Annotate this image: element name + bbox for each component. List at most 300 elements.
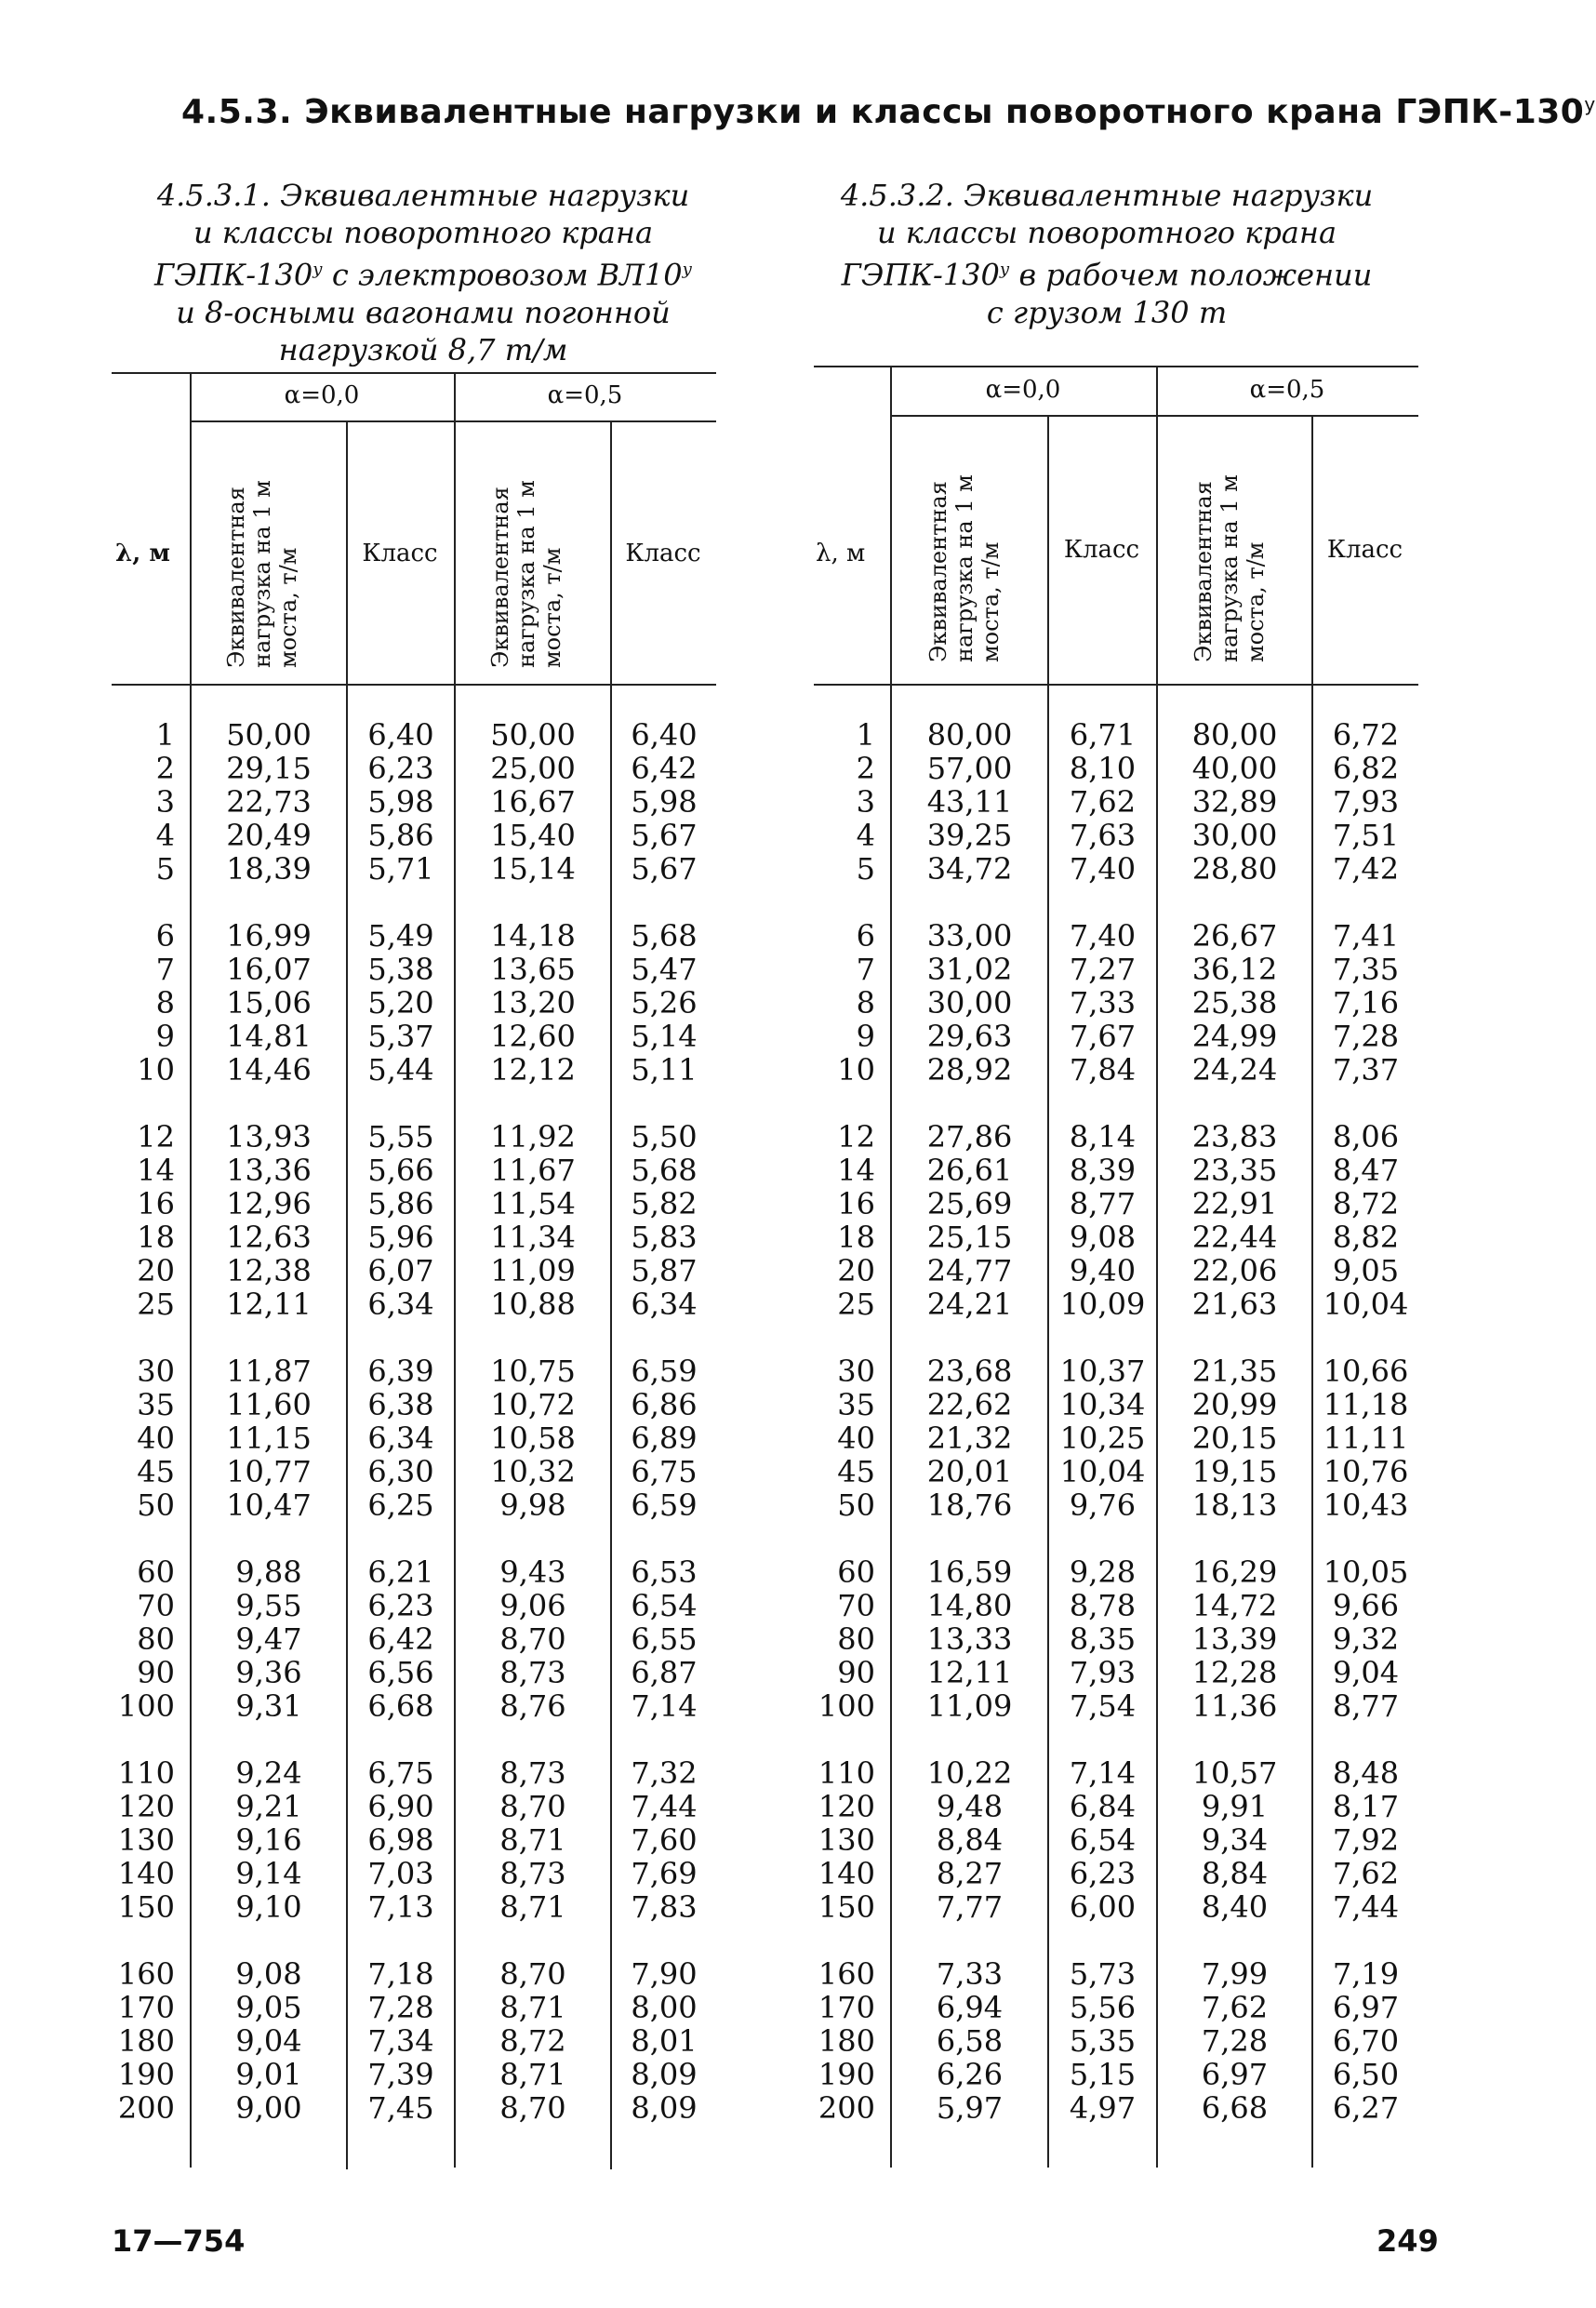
table-cell: 140 — [117, 1856, 175, 1891]
table-cell: 40 — [837, 1421, 875, 1456]
table-cell: 29,15 — [226, 751, 312, 786]
table-cell: 11,54 — [490, 1186, 576, 1221]
table-cell: 45 — [837, 1454, 875, 1489]
table-cell: 8 — [856, 985, 875, 1021]
table-cell: 7,35 — [1332, 952, 1400, 987]
table1-class-a0-column — [348, 718, 454, 2125]
group-gap — [1158, 1522, 1311, 1555]
table-cell: 10,37 — [1059, 1354, 1146, 1389]
table-cell: 1 — [856, 717, 875, 753]
table1-load-header-a05: Эквивалентная нагрузка на 1 м моста, т/м — [487, 480, 565, 668]
table-cell: 7,44 — [1332, 1889, 1400, 1925]
table-cell: 8,09 — [631, 2090, 698, 2126]
table-cell: 8,70 — [499, 2090, 566, 2126]
table-cell: 6,87 — [631, 1655, 698, 1690]
table-cell: 5,98 — [367, 784, 434, 820]
table-cell: 35 — [837, 1387, 875, 1422]
table-cell: 6,55 — [631, 1621, 698, 1657]
group-gap — [1049, 1522, 1156, 1555]
table-cell: 16 — [837, 1186, 875, 1221]
table-cell: 20 — [137, 1253, 175, 1288]
table-cell: 80,00 — [1191, 717, 1278, 753]
table-cell: 21,32 — [926, 1421, 1013, 1456]
table-cell: 11,92 — [490, 1119, 576, 1154]
table-cell: 25,15 — [926, 1220, 1013, 1255]
table-cell: 8,73 — [499, 1856, 566, 1891]
table-cell: 20,01 — [926, 1454, 1013, 1489]
table-cell: 33,00 — [926, 918, 1013, 954]
table-cell: 10,88 — [490, 1287, 576, 1322]
table-cell: 12 — [137, 1119, 175, 1154]
table-cell: 8,77 — [1332, 1688, 1400, 1724]
table-cell: 12,28 — [1191, 1655, 1278, 1690]
table-cell: 7,28 — [367, 1990, 434, 2025]
group-gap — [1313, 1924, 1418, 1957]
table-cell: 7,33 — [1069, 985, 1137, 1021]
group-gap — [612, 886, 716, 919]
table-cell: 25 — [137, 1287, 175, 1322]
table2-alpha0-header: α=0,0 — [985, 376, 1061, 404]
table-cell: 7,14 — [1069, 1755, 1137, 1791]
table-cell: 9,91 — [1201, 1789, 1269, 1824]
group-gap — [814, 1723, 875, 1756]
table-cell: 7,13 — [367, 1889, 434, 1925]
group-gap — [612, 1321, 716, 1354]
table1-caption — [140, 177, 707, 368]
group-gap — [456, 1924, 610, 1957]
table-cell: 25 — [837, 1287, 875, 1322]
table-cell: 8,78 — [1069, 1588, 1137, 1623]
group-gap — [112, 1924, 175, 1957]
table-cell: 14,80 — [926, 1588, 1013, 1623]
page-signature: 17—754 — [112, 2223, 246, 2259]
table-cell: 9,40 — [1069, 1253, 1137, 1288]
table-cell: 57,00 — [926, 751, 1013, 786]
table-cell: 25,38 — [1191, 985, 1278, 1021]
section-title — [181, 93, 1596, 131]
group-gap — [612, 1087, 716, 1120]
table-cell: 12,11 — [226, 1287, 312, 1322]
table-cell: 150 — [818, 1889, 875, 1925]
table-cell: 9,05 — [1332, 1253, 1400, 1288]
table-cell: 13,36 — [226, 1153, 312, 1188]
group-gap — [1158, 1087, 1311, 1120]
table-cell: 6,42 — [631, 751, 698, 786]
table1-alpha0-header: α=0,0 — [284, 381, 360, 409]
table-cell: 8,17 — [1332, 1789, 1400, 1824]
table-cell: 16,07 — [226, 952, 312, 987]
table-cell: 22,73 — [226, 784, 312, 820]
table-cell: 8,84 — [936, 1822, 1004, 1858]
table-cell: 9,21 — [235, 1789, 302, 1824]
table-cell: 5,67 — [631, 851, 698, 887]
table-cell: 10,32 — [490, 1454, 576, 1489]
table1-load-header-a0: Эквивалентная нагрузка на 1 м моста, т/м — [223, 480, 301, 668]
table-cell: 2 — [155, 751, 175, 786]
table-cell: 9 — [856, 1019, 875, 1054]
table-cell: 13,33 — [926, 1621, 1013, 1657]
table-cell: 12,96 — [226, 1186, 312, 1221]
table-cell: 30,00 — [926, 985, 1013, 1021]
table2-class-header-a0: Класс — [1063, 536, 1140, 564]
table-cell: 23,68 — [926, 1354, 1013, 1389]
group-gap — [814, 1522, 875, 1555]
group-gap — [456, 886, 610, 919]
table1-class-header-a0: Класс — [362, 540, 438, 567]
group-gap — [1313, 1321, 1418, 1354]
table-cell: 24,99 — [1191, 1019, 1278, 1054]
group-gap — [1158, 1924, 1311, 1957]
group-gap — [348, 886, 454, 919]
table-cell: 24,24 — [1191, 1052, 1278, 1087]
table-cell: 9,28 — [1069, 1554, 1137, 1590]
table-cell: 9,32 — [1332, 1621, 1400, 1657]
table-cell: 10,34 — [1059, 1387, 1146, 1422]
table-cell: 20,49 — [226, 818, 312, 853]
table-cell: 90 — [137, 1655, 175, 1690]
table-cell: 11,87 — [226, 1354, 312, 1389]
table-cell: 6,90 — [367, 1789, 434, 1824]
table-cell: 5,15 — [1069, 2057, 1137, 2092]
table-cell: 7 — [155, 952, 175, 987]
table-cell: 11,11 — [1323, 1421, 1409, 1456]
table-cell: 6,82 — [1332, 751, 1400, 786]
table-cell: 26,67 — [1191, 918, 1278, 954]
group-gap — [1049, 1087, 1156, 1120]
table1-caption-sup: у — [313, 260, 323, 279]
table-cell: 50,00 — [490, 717, 576, 753]
table-cell: 7,60 — [631, 1822, 698, 1858]
table-cell: 9,43 — [499, 1554, 566, 1590]
group-gap — [112, 1087, 175, 1120]
table-cell: 21,63 — [1191, 1287, 1278, 1322]
table-cell: 170 — [818, 1990, 875, 2025]
table-cell: 8,40 — [1201, 1889, 1269, 1925]
table-cell: 28,92 — [926, 1052, 1013, 1087]
group-gap — [612, 1924, 716, 1957]
table2-alpha-rule — [890, 415, 1418, 417]
table2-load-a0-column — [892, 718, 1047, 2125]
table-cell: 8,71 — [499, 1889, 566, 1925]
table-cell: 7,03 — [367, 1856, 434, 1891]
group-gap — [112, 1321, 175, 1354]
table-cell: 8,72 — [499, 2023, 566, 2059]
group-gap — [612, 1723, 716, 1756]
table-cell: 5,47 — [631, 952, 698, 987]
table-cell: 25,00 — [490, 751, 576, 786]
table-cell: 6,34 — [367, 1287, 434, 1322]
table-cell: 6,97 — [1332, 1990, 1400, 2025]
table-cell: 10,58 — [490, 1421, 576, 1456]
table-cell: 30 — [137, 1354, 175, 1389]
table-cell: 80,00 — [926, 717, 1013, 753]
table-cell: 45 — [137, 1454, 175, 1489]
table-cell: 11,60 — [226, 1387, 312, 1422]
table-cell: 200 — [818, 2090, 875, 2126]
table2-caption-line — [772, 251, 1442, 294]
table-cell: 7,90 — [631, 1956, 698, 1992]
table-cell: 5,71 — [367, 851, 434, 887]
table-cell: 8,47 — [1332, 1153, 1400, 1188]
table1-caption-line: нагрузкой 8,7 т/м — [278, 331, 568, 367]
table-cell: 8 — [155, 985, 175, 1021]
table-cell: 9,00 — [235, 2090, 302, 2126]
table-cell: 14,18 — [490, 918, 576, 954]
table-cell: 16,67 — [490, 784, 576, 820]
table-cell: 5 — [155, 851, 175, 887]
table-cell: 4 — [155, 818, 175, 853]
table1-load-a05-column — [456, 718, 610, 2125]
table-cell: 6,34 — [367, 1421, 434, 1456]
table-cell: 6,86 — [631, 1387, 698, 1422]
table-cell: 18,13 — [1191, 1488, 1278, 1523]
table-cell: 6 — [856, 918, 875, 954]
table-cell: 9,47 — [235, 1621, 302, 1657]
table-cell: 22,44 — [1191, 1220, 1278, 1255]
table-cell: 16 — [137, 1186, 175, 1221]
table-cell: 9,14 — [235, 1856, 302, 1891]
table-cell: 140 — [818, 1856, 875, 1891]
table-cell: 70 — [837, 1588, 875, 1623]
table2-caption-line: с грузом 130 т — [986, 294, 1228, 330]
table-cell: 7,83 — [631, 1889, 698, 1925]
table-cell: 9,34 — [1201, 1822, 1269, 1858]
table-cell: 170 — [117, 1990, 175, 2025]
table-cell: 8,00 — [631, 1990, 698, 2025]
table-cell: 5,35 — [1069, 2023, 1137, 2059]
table-cell: 7,32 — [631, 1755, 698, 1791]
table-cell: 7,62 — [1332, 1856, 1400, 1891]
table-cell: 5,20 — [367, 985, 434, 1021]
section-title-text: 4.5.3. Эквивалентные нагрузки и классы поворотного крана ГЭПК-130 — [181, 93, 1585, 131]
table-cell: 7,18 — [367, 1956, 434, 1992]
table-cell: 13,20 — [490, 985, 576, 1021]
table-cell: 24,21 — [926, 1287, 1013, 1322]
table-cell: 9,16 — [235, 1822, 302, 1858]
group-gap — [456, 1087, 610, 1120]
table-cell: 22,91 — [1191, 1186, 1278, 1221]
group-gap — [892, 1924, 1047, 1957]
table-cell: 7,63 — [1069, 818, 1137, 853]
table-cell: 180 — [117, 2023, 175, 2059]
table-cell: 9,76 — [1069, 1488, 1137, 1523]
table-cell: 10,05 — [1323, 1554, 1409, 1590]
table-cell: 3 — [155, 784, 175, 820]
table-cell: 7,33 — [936, 1956, 1004, 1992]
table-cell: 120 — [818, 1789, 875, 1824]
table-cell: 26,61 — [926, 1153, 1013, 1188]
table-cell: 10,04 — [1323, 1287, 1409, 1322]
table-cell: 9,36 — [235, 1655, 302, 1690]
table-cell: 7,54 — [1069, 1688, 1137, 1724]
table-cell: 13,93 — [226, 1119, 312, 1154]
table-cell: 10,43 — [1323, 1488, 1409, 1523]
table-cell: 160 — [117, 1956, 175, 1992]
table-cell: 6,59 — [631, 1488, 698, 1523]
table-cell: 28,80 — [1191, 851, 1278, 887]
table-cell: 6,75 — [631, 1454, 698, 1489]
group-gap — [892, 1087, 1047, 1120]
table-cell: 12,12 — [490, 1052, 576, 1087]
table2-caption-part: ГЭПК-130 — [841, 257, 1000, 293]
table-cell: 16,29 — [1191, 1554, 1278, 1590]
table-cell: 7,14 — [631, 1688, 698, 1724]
table-cell: 29,63 — [926, 1019, 1013, 1054]
table-cell: 7,40 — [1069, 918, 1137, 954]
table-cell: 13,39 — [1191, 1621, 1278, 1657]
table1-lambda-column — [112, 718, 175, 2125]
table-cell: 6,34 — [631, 1287, 698, 1322]
table-cell: 6,26 — [936, 2057, 1004, 2092]
table-cell: 9,08 — [235, 1956, 302, 1992]
table1-alpha-rule — [190, 420, 716, 422]
table-cell: 11,09 — [490, 1253, 576, 1288]
table-cell: 6 — [155, 918, 175, 954]
table-cell: 23,83 — [1191, 1119, 1278, 1154]
table-cell: 7,44 — [631, 1789, 698, 1824]
group-gap — [192, 886, 346, 919]
table2-class-header-a05: Класс — [1326, 536, 1403, 564]
table-cell: 10,77 — [226, 1454, 312, 1489]
group-gap — [112, 1522, 175, 1555]
table-cell: 11,18 — [1323, 1387, 1409, 1422]
table-cell: 7,93 — [1069, 1655, 1137, 1690]
table-cell: 80 — [137, 1621, 175, 1657]
group-gap — [612, 1522, 716, 1555]
table-cell: 12,63 — [226, 1220, 312, 1255]
table-cell: 9,66 — [1332, 1588, 1400, 1623]
table-cell: 9,88 — [235, 1554, 302, 1590]
table-cell: 10,04 — [1059, 1454, 1146, 1489]
table-cell: 6,27 — [1332, 2090, 1400, 2126]
table-cell: 15,40 — [490, 818, 576, 853]
table-cell: 10,25 — [1059, 1421, 1146, 1456]
table-cell: 6,72 — [1332, 717, 1400, 753]
group-gap — [192, 1723, 346, 1756]
table2-load-header-a0: Эквивалентная нагрузка на 1 м моста, т/м — [925, 474, 1004, 662]
table-cell: 8,06 — [1332, 1119, 1400, 1154]
table-cell: 22,06 — [1191, 1253, 1278, 1288]
table-cell: 18 — [837, 1220, 875, 1255]
group-gap — [192, 1924, 346, 1957]
table-cell: 7,77 — [936, 1889, 1004, 1925]
table-cell: 7,34 — [367, 2023, 434, 2059]
table-cell: 12 — [837, 1119, 875, 1154]
table-cell: 8,70 — [499, 1956, 566, 1992]
table-cell: 20,15 — [1191, 1421, 1278, 1456]
table-cell: 6,00 — [1069, 1889, 1137, 1925]
table-cell: 6,54 — [631, 1588, 698, 1623]
table-cell: 190 — [818, 2057, 875, 2092]
table-cell: 43,11 — [926, 784, 1013, 820]
group-gap — [814, 886, 875, 919]
table-cell: 5,50 — [631, 1119, 698, 1154]
group-gap — [348, 1924, 454, 1957]
table-cell: 24,77 — [926, 1253, 1013, 1288]
table-cell: 8,72 — [1332, 1186, 1400, 1221]
table-cell: 8,82 — [1332, 1220, 1400, 1255]
table-cell: 70 — [137, 1588, 175, 1623]
table-cell: 7,39 — [367, 2057, 434, 2092]
table1-alpha05-header: α=0,5 — [547, 381, 623, 409]
table-cell: 9,01 — [235, 2057, 302, 2092]
table-cell: 10 — [137, 1052, 175, 1087]
table2-load-a05-column — [1158, 718, 1311, 2125]
table1-caption-line: и 8-осными вагонами погонной — [176, 294, 671, 330]
table2-caption — [772, 177, 1442, 331]
table-cell: 8,09 — [631, 2057, 698, 2092]
table2-caption-part: в рабочем положении — [1018, 257, 1373, 293]
table-cell: 5,67 — [631, 818, 698, 853]
table1-caption-line: 4.5.3.1. Эквивалентные нагрузки — [156, 178, 690, 213]
table2-lambda-header: λ, м — [816, 540, 866, 567]
group-gap — [456, 1321, 610, 1354]
table-cell: 120 — [117, 1789, 175, 1824]
group-gap — [1049, 1321, 1156, 1354]
group-gap — [1313, 1522, 1418, 1555]
table-cell: 8,70 — [499, 1621, 566, 1657]
table-cell: 6,42 — [367, 1621, 434, 1657]
group-gap — [1158, 886, 1311, 919]
table1-class-header-a05: Класс — [625, 540, 701, 567]
table-cell: 8,01 — [631, 2023, 698, 2059]
table2-alpha05-header: α=0,5 — [1249, 376, 1325, 404]
table-cell: 16,59 — [926, 1554, 1013, 1590]
table-cell: 10,72 — [490, 1387, 576, 1422]
table-cell: 23,35 — [1191, 1153, 1278, 1188]
group-gap — [892, 1723, 1047, 1756]
table-cell: 14,46 — [226, 1052, 312, 1087]
table-cell: 8,71 — [499, 1990, 566, 2025]
table2-header-rule — [814, 684, 1418, 686]
table-cell: 13,65 — [490, 952, 576, 987]
table-cell: 6,50 — [1332, 2057, 1400, 2092]
table-cell: 20 — [837, 1253, 875, 1288]
table-cell: 22,62 — [926, 1387, 1013, 1422]
table-cell: 90 — [837, 1655, 875, 1690]
group-gap — [1313, 886, 1418, 919]
group-gap — [348, 1522, 454, 1555]
table-cell: 10,47 — [226, 1488, 312, 1523]
table-cell: 5,86 — [367, 1186, 434, 1221]
table-cell: 7,84 — [1069, 1052, 1137, 1087]
table-cell: 10,75 — [490, 1354, 576, 1389]
table-cell: 18 — [137, 1220, 175, 1255]
table1-caption-part: с электровозом ВЛ10 — [331, 257, 683, 293]
table-cell: 19,15 — [1191, 1454, 1278, 1489]
table-cell: 5 — [856, 851, 875, 887]
section-title-sup: у — [1584, 93, 1596, 115]
table-cell: 8,14 — [1069, 1119, 1137, 1154]
table-cell: 6,84 — [1069, 1789, 1137, 1824]
table-cell: 3 — [856, 784, 875, 820]
table-cell: 5,86 — [367, 818, 434, 853]
table-cell: 7,92 — [1332, 1822, 1400, 1858]
table-cell: 5,98 — [631, 784, 698, 820]
group-gap — [1049, 1924, 1156, 1957]
table-cell: 10,66 — [1323, 1354, 1409, 1389]
table-cell: 6,89 — [631, 1421, 698, 1456]
table-cell: 10,76 — [1323, 1454, 1409, 1489]
table-cell: 6,98 — [367, 1822, 434, 1858]
table-cell: 12,11 — [926, 1655, 1013, 1690]
table-cell: 25,69 — [926, 1186, 1013, 1221]
group-gap — [112, 886, 175, 919]
table-cell: 30,00 — [1191, 818, 1278, 853]
table-cell: 8,71 — [499, 1822, 566, 1858]
table-cell: 5,66 — [367, 1153, 434, 1188]
table-cell: 5,68 — [631, 1153, 698, 1188]
